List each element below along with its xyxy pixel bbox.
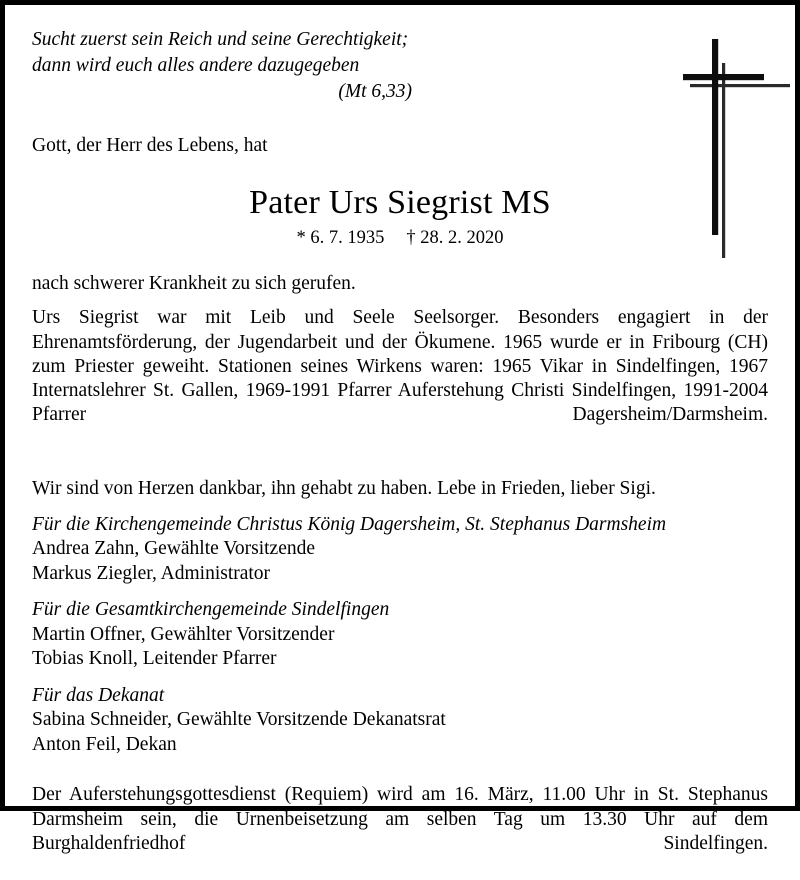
signatory-group xyxy=(32,672,768,758)
signatory-group-heading: Für die Kirchengemeinde Christus König Dagersheim, St. Stephanus Darmsheim xyxy=(32,513,667,535)
service-information: Der Auferstehungsgottesdienst (Requiem) wird am 16. März, 11.00 Uhr in St. Stephanus Darmsheim sein, die Urnenbeisetzung am selben Tag um 13.30 Uhr auf dem Burghaldenfriedhof Sindelfingen. xyxy=(32,784,768,854)
death-date: † 28. 2. 2020 xyxy=(406,228,504,249)
called-home-line: nach schwerer Krankheit zu sich gerufen. xyxy=(32,273,356,295)
signatory-list xyxy=(32,501,768,758)
scripture-line-1: Sucht zuerst sein Reich und seine Gerechtigkeit; xyxy=(32,29,409,50)
scripture-line-2: dann wird euch alles andere dazugegeben xyxy=(32,55,360,76)
signatory-person: Martin Offner, Gewählter Vorsitzender xyxy=(32,623,335,645)
birth-date: * 6. 7. 1935 xyxy=(296,228,385,249)
signatory-person: Sabina Schneider, Gewählte Vorsitzende Dekanatsrat xyxy=(32,709,446,731)
scripture-quote xyxy=(32,27,452,105)
biography-paragraph: Urs Siegrist war mit Leib und Seele Seelsorger. Besonders engagiert in der Ehrenamtsförderung, der Jugendarbeit und der Ökumene. 1965 wurde er in Fribourg (CH) zum Priester geweiht. Stationen seines Wirkens waren: 1965 Vikar in Sindelfingen, 1967 Internatslehrer St. Gallen, 1969-1991 Pfarrer Auferstehung Christi Sindelfingen, 1991-2004 Pfarrer Dagersheim/Darmsheim. xyxy=(32,307,768,426)
signatory-group xyxy=(32,513,768,587)
signatory-person: Andrea Zahn, Gewählte Vorsitzende xyxy=(32,538,316,560)
scripture-reference: (Mt 6,33) xyxy=(338,81,412,102)
thanks-paragraph: Wir sind von Herzen dankbar, ihn gehabt zu haben. Lebe in Frieden, lieber Sigi. xyxy=(32,477,656,499)
deceased-block xyxy=(32,158,768,250)
signatory-person: Markus Ziegler, Administrator xyxy=(32,562,271,584)
signatory-group-heading: Für das Dekanat xyxy=(32,684,165,706)
intro-line: Gott, der Herr des Lebens, hat xyxy=(32,135,268,156)
notice-content xyxy=(5,5,795,854)
signatory-group-heading: Für die Gesamtkirchengemeinde Sindelfingen xyxy=(32,599,390,621)
christian-cross-icon xyxy=(670,13,790,258)
signatory-person: Tobias Knoll, Leitender Pfarrer xyxy=(32,648,277,670)
signatory-person: Anton Feil, Dekan xyxy=(32,733,177,755)
life-dates xyxy=(32,223,768,250)
deceased-name: Pater Urs Siegrist MS xyxy=(249,184,551,222)
signatory-group xyxy=(32,586,768,672)
